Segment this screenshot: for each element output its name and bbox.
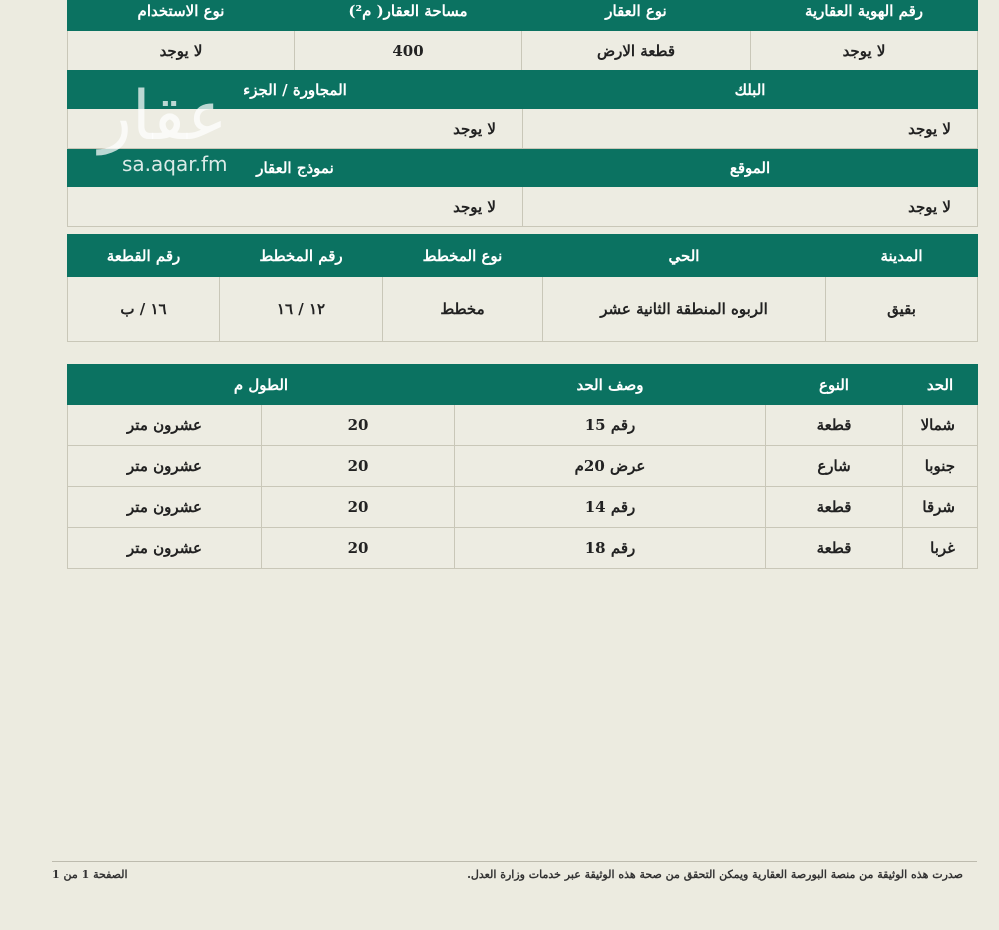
location-value: لا يوجد bbox=[523, 187, 978, 227]
header-city: المدينة bbox=[826, 235, 978, 277]
header-property-area: مساحة العقار( م²) bbox=[295, 0, 522, 31]
city-value: بقيق bbox=[826, 277, 978, 342]
type-cell: قطعة bbox=[766, 405, 903, 446]
length-text-cell: عشرون متر bbox=[67, 405, 261, 446]
header-plan-number: رقم المخطط bbox=[220, 235, 383, 277]
type-cell: شارع bbox=[766, 446, 903, 487]
usage-type-value: لا يوجد bbox=[68, 31, 295, 71]
length-cell: 20 bbox=[262, 446, 455, 487]
footer-divider bbox=[52, 861, 977, 862]
side-cell: شرقا bbox=[903, 487, 978, 528]
property-area-value: 400 bbox=[295, 31, 522, 71]
header-location: الموقع bbox=[523, 149, 978, 187]
description-cell: عرض 20م bbox=[455, 446, 766, 487]
block-value: لا يوجد bbox=[523, 109, 978, 149]
table-row bbox=[67, 487, 977, 528]
table-row bbox=[67, 528, 977, 569]
header-usage-type: نوع الاستخدام bbox=[68, 0, 295, 31]
side-cell: غربا bbox=[903, 528, 978, 569]
header-district: الحي bbox=[543, 235, 826, 277]
property-model-value: لا يوجد bbox=[68, 187, 523, 227]
side-cell: شمالا bbox=[903, 405, 978, 446]
header-block: البلك bbox=[523, 71, 978, 109]
description-cell: رقم 18 bbox=[455, 528, 766, 569]
length-cell: 20 bbox=[262, 487, 455, 528]
page-number: الصفحة 1 من 1 bbox=[52, 868, 128, 881]
type-cell: قطعة bbox=[766, 487, 903, 528]
header-type: النوع bbox=[766, 365, 903, 405]
property-type-value: قطعة الارض bbox=[522, 31, 751, 71]
header-description: وصف الحد bbox=[455, 365, 766, 405]
header-property-model: نموذج العقار bbox=[68, 149, 523, 187]
neighbor-part-value: لا يوجد bbox=[68, 109, 523, 149]
plan-type-value: مخطط bbox=[383, 277, 543, 342]
property-info-table bbox=[68, 0, 978, 71]
property-id-value: لا يوجد bbox=[751, 31, 978, 71]
description-cell: رقم 15 bbox=[455, 405, 766, 446]
length-cell: 20 bbox=[262, 528, 455, 569]
length-text-cell: عشرون متر bbox=[67, 528, 261, 569]
side-cell: جنوبا bbox=[903, 446, 978, 487]
header-plot-number: رقم القطعة bbox=[68, 235, 220, 277]
header-plan-type: نوع المخطط bbox=[383, 235, 543, 277]
watermark-logo-text: عقار bbox=[98, 77, 228, 156]
plot-number-value: ١٦ / ب bbox=[68, 277, 220, 342]
type-cell: قطعة bbox=[766, 528, 903, 569]
boundaries-table bbox=[68, 364, 978, 569]
length-text-cell: عشرون متر bbox=[67, 446, 261, 487]
location-table bbox=[68, 234, 978, 342]
header-property-id: رقم الهوية العقارية bbox=[751, 0, 978, 31]
watermark-url: sa.aqar.fm bbox=[122, 152, 228, 176]
footer-note: صدرت هذه الوثيقة من منصة البورصة العقارية ويمكن التحقق من صحة هذه الوثيقة عبر خدمات وزارة العدل. bbox=[467, 868, 963, 881]
district-value: الربوه المنطقة الثانية عشر bbox=[543, 277, 826, 342]
length-text-cell: عشرون متر bbox=[67, 487, 261, 528]
header-length: الطول م bbox=[67, 365, 454, 405]
header-side: الحد bbox=[903, 365, 978, 405]
description-cell: رقم 14 bbox=[455, 487, 766, 528]
document-footer bbox=[52, 868, 963, 881]
plan-number-value: ١٢ / ١٦ bbox=[220, 277, 383, 342]
table-row bbox=[67, 446, 977, 487]
header-property-type: نوع العقار bbox=[522, 0, 751, 31]
block-info-table bbox=[68, 70, 978, 227]
table-row bbox=[67, 405, 977, 446]
length-cell: 20 bbox=[262, 405, 455, 446]
header-neighbor-part: المجاورة / الجزء bbox=[68, 71, 523, 109]
